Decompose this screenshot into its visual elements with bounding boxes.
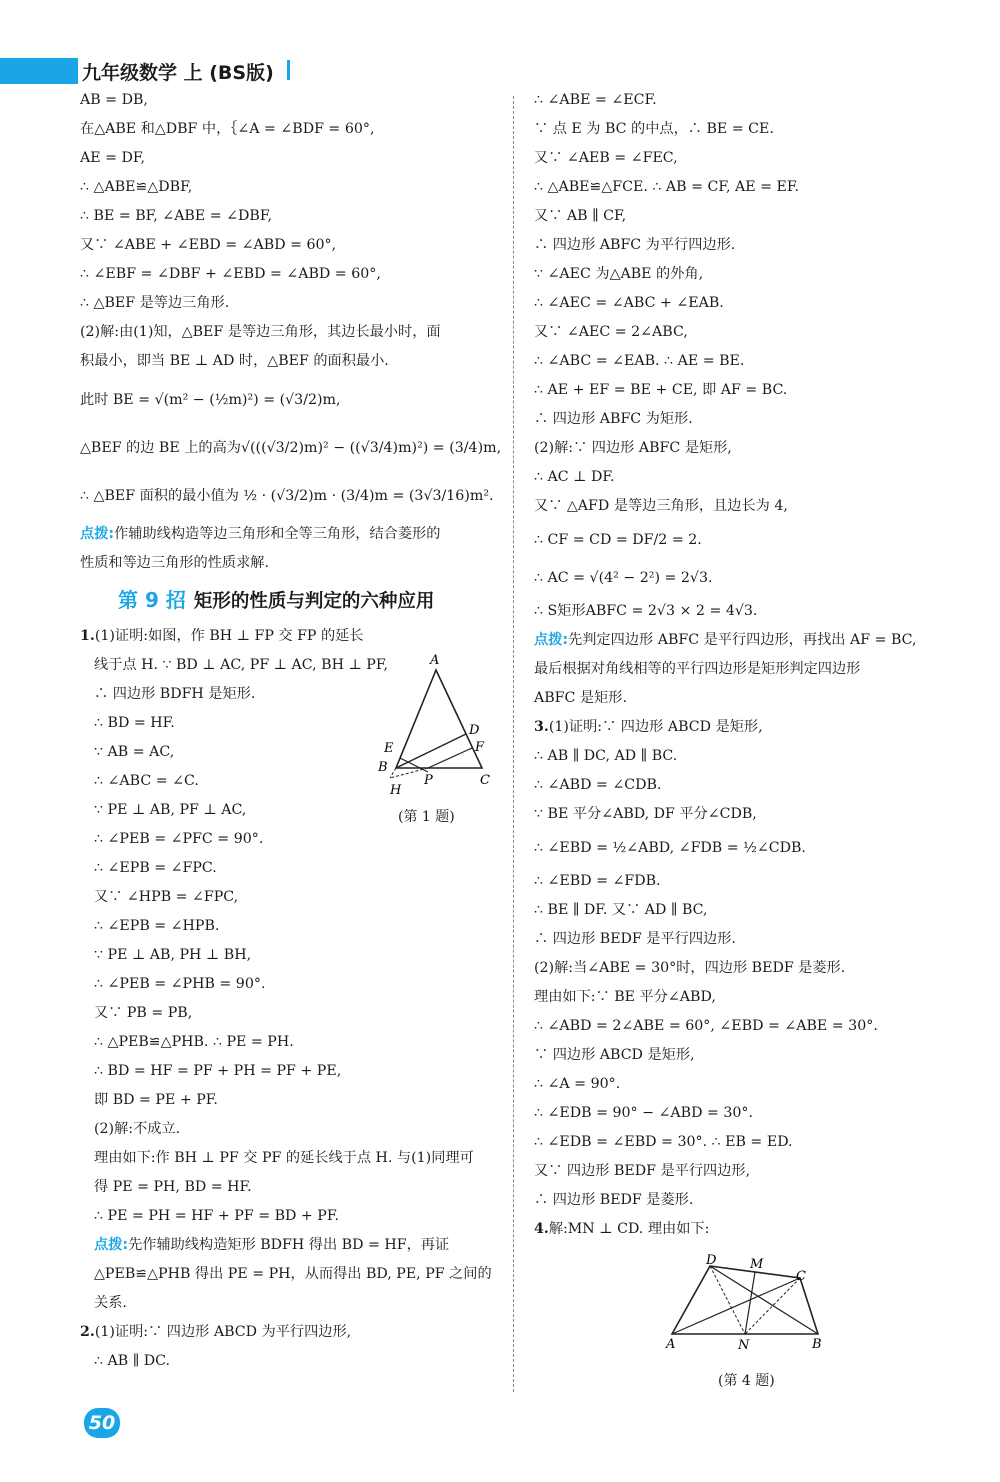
line-text: (2)解:当∠ABE = 30°时，四边形 BEDF 是菱形. (534, 960, 846, 976)
text-line (80, 472, 500, 520)
text-line (534, 115, 964, 144)
text-line (534, 347, 964, 376)
line-text: AB = DB, (80, 92, 148, 108)
figure-problem-4 (660, 1252, 830, 1352)
fig1-label-d: D (469, 723, 480, 738)
line-text: ∵ PE ⊥ AB, PF ⊥ AC, (94, 802, 247, 818)
line-text: (1)证明:∵ 四边形 ABCD 为平行四边形, (94, 1324, 352, 1340)
page-header-title: 九年级数学 上 (BS版) (82, 62, 274, 84)
line-text: 又∵ PB = PB, (94, 1005, 193, 1021)
line-text: ∵ ∠AEC 为△ABE 的外角, (534, 266, 704, 282)
line-text: ∵ AB = AC, (94, 744, 175, 760)
problem-number: 4. (534, 1221, 549, 1237)
line-text: ∴ 四边形 BEDF 是菱形. (534, 1192, 694, 1208)
text-line (534, 1099, 964, 1128)
line-text: 理由如下:作 BH ⊥ PF 交 PF 的延长线于点 H. 与(1)同理可 (94, 1150, 474, 1166)
page-number-badge: 50 (84, 1408, 120, 1438)
text-line (534, 318, 964, 347)
line-text: ∴ △ABE≌△DBF, (80, 179, 193, 195)
line-text: ∴ AB ∥ DC. (94, 1353, 171, 1369)
line-text: ∴ 四边形 ABFC 为平行四边形. (534, 237, 736, 253)
fig4-label-b: B (812, 1337, 822, 1352)
line-text: ∴ △BEF 是等边三角形. (80, 295, 230, 311)
line-text: ∴ △BEF 面积的最小值为 ½ · (√3/2)m · (3/4)m = (3√3/16)m². (80, 488, 494, 504)
line-text: ∴ ∠EBF = ∠DBF + ∠EBD = ∠ABD = 60°, (80, 266, 381, 282)
text-line (80, 549, 500, 578)
text-line (80, 1260, 500, 1289)
line-text: 得 PE = PH, BD = HF. (94, 1179, 252, 1195)
text-line (534, 559, 964, 597)
text-line (534, 684, 964, 713)
line-text: 作辅助线构造等边三角形和全等三角形，结合菱形的 (114, 526, 441, 542)
fig1-label-b: B (378, 760, 388, 775)
line-text: (1)证明:∵ 四边形 ABCD 是矩形, (548, 719, 763, 735)
line-text: ∴ BE ∥ DF. 又∵ AD ∥ BC, (534, 902, 708, 918)
line-text: ∴ ∠EDB = 90° − ∠ABD = 30°. (534, 1105, 754, 1121)
text-line (534, 1070, 964, 1099)
text-line (80, 825, 500, 854)
text-line (80, 1115, 500, 1144)
line-text: 最后根据对角线相等的平行四边形是矩形判定四边形 (534, 661, 861, 677)
text-line (534, 492, 964, 521)
line-text: 又∵ ∠HPB = ∠FPC, (94, 889, 239, 905)
line-text: 又∵ ∠AEC = 2∠ABC, (534, 324, 688, 340)
text-line (80, 144, 500, 173)
text-line (534, 867, 964, 896)
section-number: 第 9 招 (118, 588, 186, 612)
line-text: ∴ △ABE≌△FCE. ∴ AB = CF, AE = EF. (534, 179, 799, 195)
text-line (80, 1173, 500, 1202)
text-line (80, 1231, 500, 1260)
line-text: △PEB≌△PHB 得出 PE = PH，从而得出 BD, PE, PF 之间的 (94, 1266, 492, 1282)
right-column (534, 86, 964, 1244)
line-text: 关系. (94, 1295, 127, 1311)
line-text: ∴ BE = BF, ∠ABE = ∠DBF, (80, 208, 272, 224)
line-text: ∴ ∠ABD = ∠CDB. (534, 777, 662, 793)
line-text: ∴ ∠A = 90°. (534, 1076, 621, 1092)
text-line (80, 1086, 500, 1115)
figure-4-caption: (第 4 题) (718, 1373, 775, 1389)
text-line (534, 173, 964, 202)
text-line (534, 260, 964, 289)
header-accent-bar (0, 58, 78, 84)
line-text: ∵ BE 平分∠ABD, DF 平分∠CDB, (534, 806, 757, 822)
problem-number: 3. (534, 719, 549, 735)
text-line (80, 520, 500, 549)
hint-label: 点拨: (534, 632, 569, 648)
text-line (80, 970, 500, 999)
line-text: ∴ ∠ABE = ∠ECF. (534, 92, 657, 108)
line-text: ∵ 点 E 为 BC 的中点，∴ BE = CE. (534, 121, 774, 137)
line-text: 积最小，即当 BE ⊥ AD 时，△BEF 的面积最小. (80, 353, 389, 369)
text-line (534, 376, 964, 405)
hint-label: 点拨: (94, 1237, 129, 1253)
text-line (534, 521, 964, 559)
text-line (534, 1128, 964, 1157)
text-line (534, 144, 964, 173)
fig4-label-n: N (738, 1338, 750, 1352)
line-text: ∴ ∠EBD = ∠FDB. (534, 873, 661, 889)
text-line (534, 1215, 964, 1244)
text-line (534, 983, 964, 1012)
line-text: ∴ 四边形 BEDF 是平行四边形. (534, 931, 736, 947)
line-text: 又∵ ∠AEB = ∠FEC, (534, 150, 678, 166)
line-text: ∴ ∠EPB = ∠FPC. (94, 860, 217, 876)
text-line (534, 405, 964, 434)
text-line (534, 434, 964, 463)
fig1-label-e: E (384, 741, 394, 756)
hint-label: 点拨: (80, 526, 115, 542)
text-line (534, 713, 964, 742)
line-text: ∴ PE = PH = HF + PF = BD + PF. (94, 1208, 339, 1224)
line-text: ∴ AC ⊥ DF. (534, 469, 615, 485)
text-line (80, 260, 500, 289)
line-text: ∴ CF = CD = DF/2 = 2. (534, 532, 702, 548)
text-line (80, 999, 500, 1028)
text-line (80, 941, 500, 970)
fig4-label-m: M (750, 1257, 764, 1272)
fig1-label-a: A (430, 653, 440, 668)
text-line (534, 742, 964, 771)
line-text: 即 BD = PE + PF. (94, 1092, 218, 1108)
text-line (80, 622, 500, 651)
text-line (80, 1057, 500, 1086)
line-text: △BEF 的边 BE 上的高为√(((√3/2)m)² − ((√3/4)m)²) = (3/4)m, (80, 440, 502, 456)
text-line (534, 1186, 964, 1215)
text-line (534, 289, 964, 318)
text-line (80, 173, 500, 202)
line-text: (1)证明:如图，作 BH ⊥ FP 交 FP 的延长 (94, 628, 364, 644)
line-text: ∴ △PEB≌△PHB. ∴ PE = PH. (94, 1034, 294, 1050)
line-text: 在△ABE 和△DBF 中，｛∠A = ∠BDF = 60°, (80, 121, 375, 137)
line-text: ∴ ∠AEC = ∠ABC + ∠EAB. (534, 295, 724, 311)
text-line (80, 86, 500, 115)
text-line (534, 1012, 964, 1041)
text-line (534, 655, 964, 684)
line-text: ∴ ∠EBD = ½∠ABD, ∠FDB = ½∠CDB. (534, 840, 806, 856)
text-line (80, 231, 500, 260)
line-text: 又∵ △AFD 是等边三角形，且边长为 4, (534, 498, 788, 514)
fig4-label-d: D (706, 1253, 717, 1268)
text-line (80, 1318, 500, 1347)
line-text: AE = DF, (80, 150, 146, 166)
line-text: (2)解:∵ 四边形 ABFC 是矩形, (534, 440, 732, 456)
line-text: 又∵ ∠ABE + ∠EBD = ∠ABD = 60°, (80, 237, 337, 253)
line-text: 线于点 H. ∵ BD ⊥ AC, PF ⊥ AC, BH ⊥ PF, (94, 657, 388, 673)
line-text: (2)解:不成立. (94, 1121, 181, 1137)
line-text: ∴ BD = HF = PF + PH = PF + PE, (94, 1063, 342, 1079)
line-text: ∵ PE ⊥ AB, PH ⊥ BH, (94, 947, 252, 963)
line-text: 先判定四边形 ABFC 是平行四边形，再找出 AF = BC, (568, 632, 917, 648)
text-line (534, 597, 964, 626)
text-line (80, 289, 500, 318)
line-text: ∴ ∠EDB = ∠EBD = 30°. ∴ EB = ED. (534, 1134, 793, 1150)
line-text: ∴ BD = HF. (94, 715, 175, 731)
text-line (80, 854, 500, 883)
line-text: ∴ AC = √(4² − 2²) = 2√3. (534, 570, 713, 586)
line-text: 又∵ AB ∥ CF, (534, 208, 627, 224)
text-line (80, 376, 500, 424)
text-line (534, 925, 964, 954)
text-line (534, 1157, 964, 1186)
line-text: ∴ ∠PEB = ∠PFC = 90°. (94, 831, 264, 847)
figure-1-caption: (第 1 题) (398, 809, 455, 825)
fig1-label-c: C (480, 773, 490, 788)
line-text: 又∵ 四边形 BEDF 是平行四边形, (534, 1163, 751, 1179)
text-line (80, 424, 500, 472)
line-text: ∴ ∠PEB = ∠PHB = 90°. (94, 976, 266, 992)
text-line (80, 1202, 500, 1231)
text-line (534, 1041, 964, 1070)
header-tick-mark (287, 60, 290, 80)
fig1-label-h: H (390, 783, 402, 798)
text-line (80, 347, 500, 376)
fig1-label-p: P (424, 773, 433, 788)
line-text: ∴ ∠ABC = ∠EAB. ∴ AE = BE. (534, 353, 745, 369)
line-text: ∴ ∠ABD = 2∠ABE = 60°, ∠EBD = ∠ABE = 30°. (534, 1018, 878, 1034)
line-text: 解:MN ⊥ CD. 理由如下: (548, 1221, 710, 1237)
line-text: 先作辅助线构造矩形 BDFH 得出 BD = HF，再证 (128, 1237, 450, 1253)
text-line (534, 800, 964, 829)
text-line (534, 954, 964, 983)
line-text: ∵ 四边形 ABCD 是矩形, (534, 1047, 695, 1063)
line-text: 此时 BE = √(m² − (½m)²) = (√3/2)m, (80, 392, 341, 408)
text-line (80, 1028, 500, 1057)
fig4-label-c: C (796, 1269, 806, 1284)
text-line (534, 202, 964, 231)
section-heading (80, 578, 500, 622)
line-text: 性质和等边三角形的性质求解. (80, 555, 269, 571)
line-text: ∴ 四边形 BDFH 是矩形. (94, 686, 256, 702)
text-line (534, 771, 964, 800)
text-line (80, 318, 500, 347)
text-line (534, 231, 964, 260)
fig1-label-f: F (475, 740, 485, 755)
line-text: ∴ ∠ABC = ∠C. (94, 773, 199, 789)
text-line (80, 1347, 500, 1376)
line-text: 理由如下:∵ BE 平分∠ABD, (534, 989, 716, 1005)
text-line (80, 883, 500, 912)
line-text: ∴ AB ∥ DC, AD ∥ BC. (534, 748, 678, 764)
text-line (534, 463, 964, 492)
fig4-label-a: A (666, 1337, 676, 1352)
column-divider (513, 96, 514, 1392)
line-text: ∴ AE + EF = BE + CE, 即 AF = BC. (534, 382, 788, 398)
text-line (534, 86, 964, 115)
line-text: 矩形的性质与判定的六种应用 (193, 591, 435, 612)
problem-number: 2. (80, 1324, 95, 1340)
line-text: (2)解:由(1)知，△BEF 是等边三角形，其边长最小时，面 (80, 324, 441, 340)
line-text: ∴ S矩形ABFC = 2√3 × 2 = 4√3. (534, 603, 758, 619)
text-line (534, 896, 964, 925)
figure-problem-1 (378, 650, 498, 800)
text-line (534, 829, 964, 867)
problem-number: 1. (80, 628, 95, 644)
text-line (80, 115, 500, 144)
line-text: ∴ 四边形 ABFC 为矩形. (534, 411, 693, 427)
text-line (80, 1289, 500, 1318)
line-text: ∴ ∠EPB = ∠HPB. (94, 918, 220, 934)
text-line (80, 912, 500, 941)
text-line (80, 202, 500, 231)
text-line (534, 626, 964, 655)
line-text: ABFC 是矩形. (534, 690, 627, 706)
text-line (80, 1144, 500, 1173)
